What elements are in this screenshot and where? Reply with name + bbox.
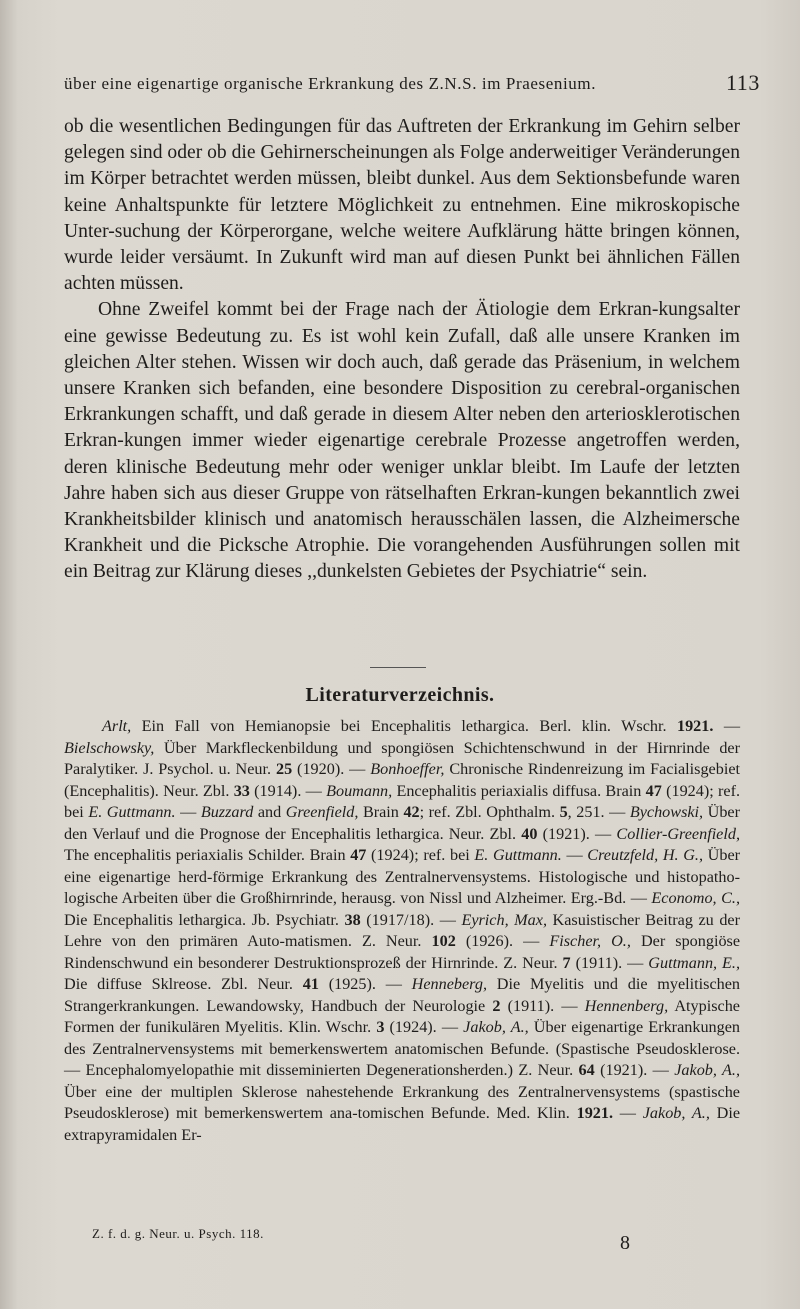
ref-text: Die extrapyramidalen Er- — [64, 1104, 741, 1144]
ref-text: (1911). — — [570, 953, 649, 972]
ref-author: Guttmann, E., — [648, 953, 741, 972]
ref-text: ; ref. Zbl. Ophthalm. — [419, 803, 556, 821]
signature-mark: 8 — [620, 1232, 630, 1254]
ref-text: (1920). — — [292, 760, 371, 778]
ref-volume: 2 — [492, 996, 501, 1015]
ref-author: Jakob, A., — [463, 1018, 529, 1036]
ref-author: Economo, C., — [651, 889, 741, 907]
ref-text: Die Encephalitis lethargica. Jb. Psychiatr. — [64, 910, 339, 929]
ref-author: Arlt, — [102, 717, 132, 735]
ref-volume: 42 — [403, 803, 420, 821]
journal-footer: Z. f. d. g. Neur. u. Psych. 118. — [92, 1226, 264, 1241]
ref-volume: 40 — [521, 824, 538, 843]
ref-author: E. Guttmann. — [88, 803, 176, 821]
ref-text: (1924); ref. bei — [366, 846, 475, 864]
ref-text: Über Markfleckenbildung und spongiösen Schichtenschwund in der Hirnrinde der Paralytiker. J. Psychol. u. Neur. — [64, 738, 740, 778]
ref-volume: 33 — [233, 781, 250, 800]
ref-text: (1924); ref. bei — [64, 781, 741, 821]
paragraph-2: Ohne Zweifel kommt bei der Frage nach der Ätiologie dem Erkran-kungsalter eine gewisse Bedeutung zu. Es ist wohl kein Zufall, daß alle unsere Kranken im gleichen Alter stehen. Wissen wir doch auch, daß gerade das Präsenium, in welchem unsere Kranken sich befanden, eine besondere Disposition zu cerebral-organischen Erkrankungen schafft, und daß gerade in diesem Alter neben den arteriosklerotischen Erkran-kungen immer wieder eigenartige cerebrale Prozesse angetroffen werden, deren klinische Bedeutung mehr oder weniger unklar bleibt. Im Laufe der letzten Jahre haben sich aus dieser Gruppe von rätselhaften Erkran-kungen bekanntlich zwei Krankheitsbilder klinisch und anatomisch herausschälen lassen, die Alzheimersche Krankheit und die Picksche Atrophie. Die vorangehenden Ausführungen sollen mit ein Beitrag zur Klärung dieses ,,dunkelsten Gebietes der Psychiatrie“ sein. — [64, 299, 740, 583]
ref-volume: 64 — [578, 1061, 595, 1079]
ref-year: 1921. — [576, 1104, 614, 1122]
ref-author: Boumann, — [326, 781, 393, 800]
ref-author: Jakob, A., — [642, 1104, 710, 1122]
ref-text: (1911). — — [500, 996, 585, 1015]
ref-volume: 47 — [350, 846, 367, 864]
ref-text: — — [613, 1104, 643, 1122]
running-header — [64, 70, 760, 100]
ref-volume: 3 — [376, 1018, 385, 1036]
ref-text: (1914). — — [249, 781, 327, 800]
ref-text: Die Myelitis und die myelitischen Strangerkrankungen. Lewandowsky, Handbuch der Neurologie — [64, 975, 741, 1015]
body-text — [64, 114, 740, 586]
ref-text: Über den Verlauf und die Prognose der Encephalitis lethargica. Neur. Zbl. — [64, 803, 740, 843]
ref-author: E. Guttmann. — [474, 846, 562, 864]
ref-author: Creutzfeld, H. G., — [587, 846, 704, 864]
ref-author: Bielschowsky, — [64, 738, 155, 757]
ref-author: Jakob, A., — [674, 1061, 740, 1079]
ref-text: Über eine eigenartige herd-förmige Erkrankung des Zentralnervensystems. Histologische und histopatho-logische Arbeiten über die Großhirnrinde, herausg. von Nissl und Alzheimer. Erg.-Bd. — — [64, 846, 741, 907]
ref-text: Chronische Rindenreizung im Facialisgebiet (Encephalitis). Neur. Zbl. — [64, 760, 741, 800]
ref-text: (1926). — — [455, 932, 550, 950]
ref-text: (1924). — — [384, 1018, 464, 1036]
ref-volume: 5 — [559, 803, 568, 821]
ref-text: (1925). — — [318, 975, 412, 993]
ref-author: Bychowski, — [629, 803, 704, 821]
ref-author: Fischer, O., — [549, 932, 631, 950]
ref-text: Encephalitis periaxialis diffusa. Brain — [392, 781, 642, 800]
ref-text: Brain — [358, 803, 399, 821]
ref-text: (1917/18). — — [360, 910, 462, 929]
ref-text: (1921). — — [594, 1061, 675, 1079]
ref-text: , 251. — — [567, 803, 630, 821]
ref-author: Buzzard — [200, 803, 254, 821]
ref-author: Henneberg, — [411, 975, 488, 993]
references-heading: Literaturverzeichnis. — [305, 684, 495, 706]
ref-volume: 38 — [344, 910, 361, 929]
ref-text: The encephalitis periaxialis Schilder. Brain — [64, 846, 346, 864]
ref-text: Über eigenartige Erkrankungen des Zentralnervensystems mit bemerkenswertem anatomischen Befunde. (Spastische Pseudosklerose. — Encephalomyelopathie mit disseminierten Degenerationsherden.) Z. Neur. — [64, 1018, 741, 1079]
ref-text: Über eine der multiplen Sklerose nahestehende Erkrankung des Zentralnervensystems (spastische Pseudosklerose) mit bemerkenswertem ana-tomischen Befunde. Med. Klin. — [64, 1082, 740, 1122]
ref-volume: 25 — [275, 760, 293, 778]
ref-year: 1921. — [676, 717, 714, 735]
ref-text: Ein Fall von Hemianopsie bei Encephalitis lethargica. Berl. klin. Wschr. — [131, 717, 667, 735]
ref-volume: 47 — [645, 781, 662, 800]
reference-list: Arlt, Ein Fall von Hemianopsie bei Encephalitis lethargica. Berl. klin. Wschr. 1921. — Bielschowsky, Über Markfleckenbildung und spongiösen Schichtenschwund in der Hirnrinde der Paralytiker. J. Psychol. u. Neur. 25 (1920). — Bonhoeffer, Chronische Rindenreizung im Facialisgebiet (Encephalitis). Neur. Zbl. 33 (1914). — Boumann, Encephalitis periaxialis diffusa. Brain 47 (1924); ref. bei E. Guttmann. — Buzzard and Greenfield, Brain 42; ref. Zbl. Ophthalm. 5, 251. — Bychowski, Über den Verlauf und die Prognose der Encephalitis lethargica. Neur. Zbl. 40 (1921). — Collier-Greenfield, The encephalitis periaxialis Schilder. Brain 47 (1924); ref. bei E. Guttmann. — Creutzfeld, H. G., Über eine eigenartige herd-förmige Erkrankung des Zentralnervensystems. Histologische und histopatho-logische Arbeiten über die Großhirnrinde, herausg. von Nissl und Alzheimer. Erg.-Bd. — Economo, C., Die Encephalitis lethargica. Jb. Psychiatr. 38 (1917/18). — Eyrich, Max, Kasuistischer Beitrag zu der Lehre von den primären Auto-matismen. Z. Neur. 102 (1926). — Fischer, O., Der spongiöse Rindenschwund ein besonderer Destruktionsprozeß der Hirnrinde. Z. Neur. 7 (1911). — Guttmann, E., Die diffuse Sklreose. Zbl. Neur. 41 (1925). — Henneberg, Die Myelitis und die myelitischen Strangerkrankungen. Lewandowsky, Handbuch der Neurologie 2 (1911). — Hennenberg, Atypische Formen der funikulären Myelitis. Klin. Wschr. 3 (1924). — Jakob, A., Über eigenartige Erkrankungen des Zentralnervensystems mit bemerkenswertem anatomischen Befunde. (Spastische Pseudosklerose. — Encephalomyelopathie mit disseminierten Degenerationsherden.) Z. Neur. 64 (1921). — Jakob, A., Über eine der multiplen Sklerose nahestehende Erkrankung des Zentralnervensystems (spastische Pseudosklerose) mit bemerkenswertem ana-tomischen Befunde. Med. Klin. 1921. — Jakob, A., Die extrapyramidalen Er- — [64, 717, 741, 1144]
ref-author: Eyrich, Max, — [461, 910, 547, 929]
ref-text: Atypische Formen der funikulären Myelitis. Klin. Wschr. — [64, 996, 740, 1036]
ref-author: Greenfield, — [285, 803, 359, 821]
running-title: über eine eigenartige organische Erkrankung des Z.N.S. im Praesenium. — [64, 74, 597, 93]
paragraph-1: ob die wesentlichen Bedingungen für das Auftreten der Erkrankung im Gehirn selber gelegen sind oder ob die Gehirnerscheinungen als Folge anderweitiger Veränderungen im Körper betrachtet werden müssen, bleibt dunkel. Aus dem Sektionsbefunde waren keine Anhaltspunkte für letztere Möglichkeit zu entnehmen. Eine mikroskopische Unter-suchung der Körperorgane, welche weitere Aufklärung hätte bringen können, wurde leider versäumt. In Zukunft wird man auf diesen Punkt bei ähnlichen Fällen achten müssen. — [64, 116, 740, 295]
ref-text: and — [253, 803, 286, 821]
ref-volume: 7 — [562, 953, 571, 972]
ref-text: Die diffuse Sklreose. Zbl. Neur. — [64, 975, 293, 993]
ref-text: Der spongiöse Rindenschwund ein besonderer Destruktionsprozeß der Hirnrinde. Z. Neur. — [64, 932, 741, 972]
ref-volume: 102 — [431, 932, 456, 950]
ref-author: Hennenberg, — [584, 996, 669, 1015]
section-divider — [370, 667, 426, 668]
ref-volume: 41 — [302, 975, 319, 993]
ref-author: Collier-Greenfield, — [616, 824, 741, 843]
page-number: 113 — [726, 70, 760, 95]
ref-author: Bonhoeffer, — [370, 760, 445, 778]
ref-text: Kasuistischer Beitrag zu der Lehre von den primären Auto-matismen. Z. Neur. — [64, 910, 740, 950]
ref-text: (1921). — — [537, 824, 617, 843]
